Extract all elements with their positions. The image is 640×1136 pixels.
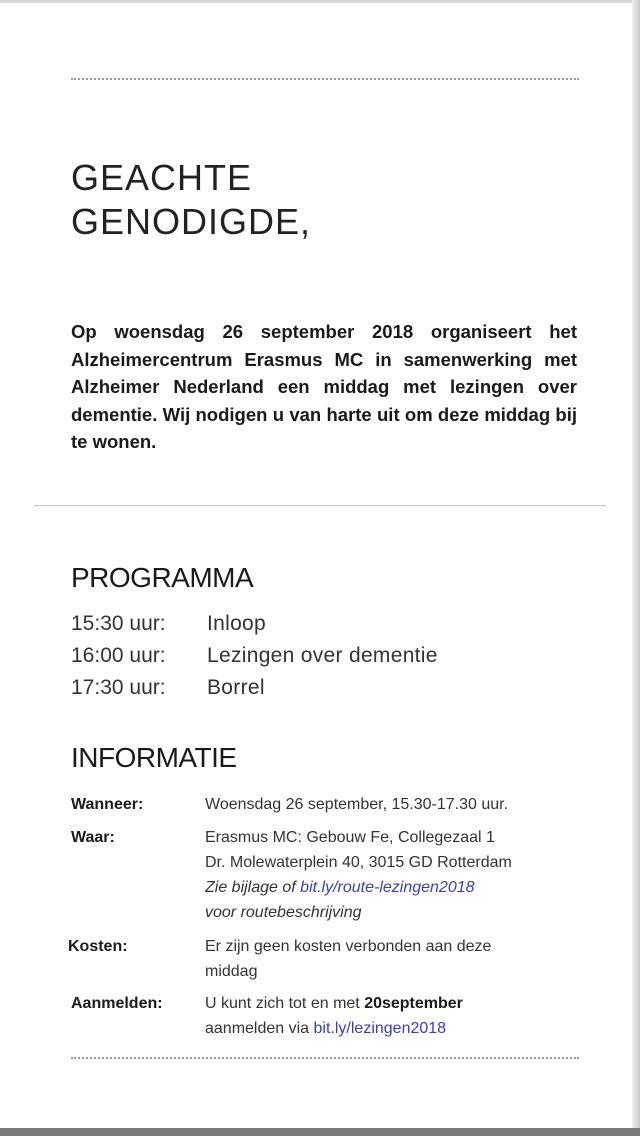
program-row [71, 672, 591, 704]
info-label-kosten: Kosten: [68, 938, 128, 955]
route-line-2: voor routebeschrijving [205, 904, 362, 921]
info-value-line: Woensdag 26 september, 15.30-17.30 uur. [205, 796, 509, 813]
aanmelden-line-2 [205, 1016, 591, 1041]
program-row [71, 608, 591, 640]
route-link[interactable]: bit.ly/route-lezingen2018 [300, 879, 475, 896]
info-label-waar: Waar: [71, 829, 115, 846]
dotted-divider-bottom [71, 1057, 579, 1059]
page-edge-bottom [0, 1128, 640, 1136]
info-row-aanmelden [71, 991, 591, 1041]
program-time: 16:00 uur: [71, 644, 166, 667]
program-row [71, 640, 591, 672]
program-description: Borrel [207, 676, 265, 699]
page-edge-right [632, 0, 640, 1128]
info-value-waar [205, 825, 591, 925]
info-label-wanneer: Wanneer: [71, 796, 144, 813]
programma-list [71, 608, 591, 704]
greeting-line-1: GEACHTE [71, 157, 253, 198]
kosten-line-1: Er zijn geen kosten verbonden aan deze [205, 938, 492, 955]
informatie-heading: INFORMATIE [71, 742, 237, 773]
dotted-divider-top [71, 78, 579, 80]
info-value-wanneer [205, 792, 591, 817]
program-time: 15:30 uur: [71, 612, 166, 635]
program-description: Inloop [207, 612, 267, 635]
info-row-wanneer [71, 792, 591, 817]
address-line-2: Dr. Molewaterplein 40, 3015 GD Rotterdam [205, 854, 512, 871]
kosten-line-2: middag [205, 963, 258, 980]
info-label-aanmelden: Aanmelden: [71, 995, 163, 1012]
aanmelden-line-1 [205, 991, 591, 1016]
aanmelden-link[interactable]: bit.ly/lezingen2018 [313, 1020, 447, 1037]
aanmelden-prefix: U kunt zich tot en met [205, 995, 365, 1012]
info-value-aanmelden [205, 991, 591, 1041]
info-row-kosten [68, 934, 588, 984]
section-divider [34, 505, 606, 506]
aanmelden-date: 20september [364, 995, 463, 1012]
aanmelden-via: aanmelden via [205, 1020, 314, 1037]
route-prefix: Zie bijlage of [205, 879, 301, 896]
intro-paragraph: Op woensdag 26 september 2018 organiseert het Alzheimercentrum Erasmus MC in samenwerking met Alzheimer Nederland een middag met lezingen over dementie. Wij nodigen u van harte uit om deze middag bij te wonen. [71, 321, 577, 452]
route-line [205, 875, 591, 900]
address-line-1: Erasmus MC: Gebouw Fe, Collegezaal 1 [205, 829, 495, 846]
info-value-kosten [205, 934, 588, 984]
info-row-waar [71, 825, 591, 925]
greeting-line-2: GENODIGDE, [71, 201, 312, 242]
greeting-heading [71, 156, 591, 244]
page-edge-top [0, 0, 640, 3]
program-description: Lezingen over dementie [207, 644, 438, 667]
program-time: 17:30 uur: [71, 676, 166, 699]
programma-heading: PROGRAMMA [71, 562, 254, 593]
